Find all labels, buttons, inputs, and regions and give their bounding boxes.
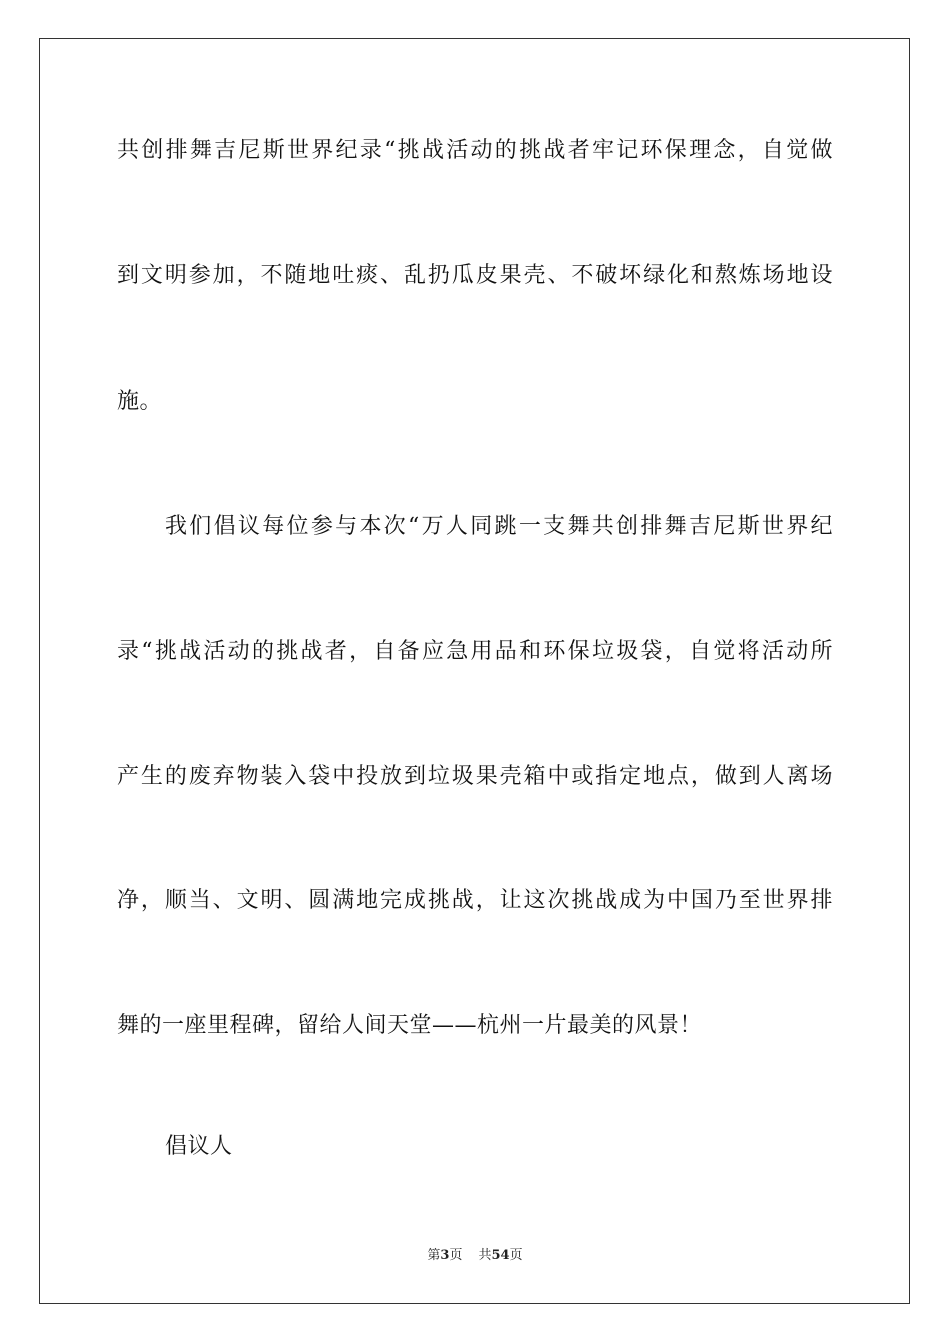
paragraph-1-line-3: 施。 <box>117 389 163 414</box>
paragraph-2-line-3: 产生的废弃物装入袋中投放到垃圾果壳箱中或指定地点，做到人离场 <box>117 764 833 789</box>
total-pages: 54 <box>491 1248 510 1263</box>
paragraph-1-line-1: 共创排舞吉尼斯世界纪录“挑战活动的挑战者牢记环保理念，自觉做 <box>117 138 833 163</box>
signature-line: 倡议人 <box>165 1134 233 1159</box>
page-number: 3 <box>440 1248 450 1263</box>
page-prefix: 第 <box>427 1248 441 1263</box>
page-frame <box>39 38 910 1304</box>
paragraph-2-line-2: 录“挑战活动的挑战者，自备应急用品和环保垃圾袋，自觉将活动所 <box>117 639 833 664</box>
paragraph-2-line-4: 净，顺当、文明、圆满地完成挑战，让这次挑战成为中国乃至世界排 <box>117 888 833 913</box>
page-suffix: 页 <box>449 1248 463 1263</box>
paragraph-2-line-1: 我们倡议每位参与本次“万人同跳一支舞共创排舞吉尼斯世界纪 <box>165 514 833 539</box>
total-prefix: 共 <box>478 1248 492 1263</box>
paragraph-1-line-2: 到文明参加，不随地吐痰、乱扔瓜皮果壳、不破坏绿化和熬炼场地设 <box>117 263 833 288</box>
page-footer <box>0 1247 950 1265</box>
paragraph-2-line-5: 舞的一座里程碑，留给人间天堂——杭州一片最美的风景！ <box>117 1013 703 1038</box>
total-suffix: 页 <box>509 1248 523 1263</box>
